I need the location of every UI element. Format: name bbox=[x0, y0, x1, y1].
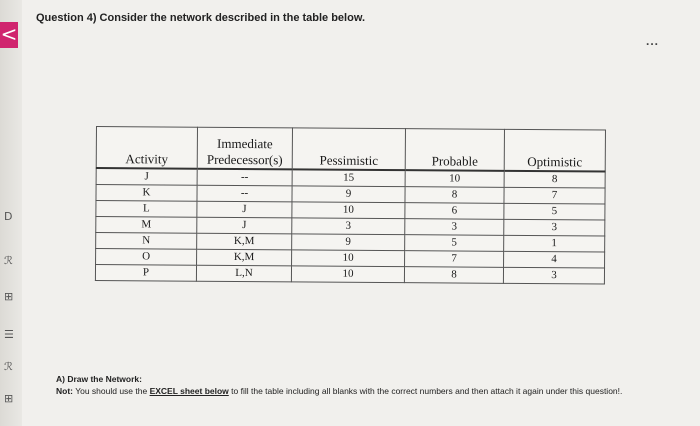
cell-pessimistic: 15 bbox=[292, 169, 405, 186]
header-pessimistic: Pessimistic bbox=[292, 128, 405, 170]
cell-predecessors: K,M bbox=[197, 249, 292, 266]
header-predecessors bbox=[197, 127, 292, 169]
part-a-heading: A) Draw the Network: bbox=[56, 374, 142, 384]
cell-pessimistic: 9 bbox=[292, 186, 405, 203]
sidebar-list-icon[interactable]: ☰ bbox=[4, 328, 14, 341]
sidebar-r2-icon[interactable]: ℛ bbox=[4, 360, 13, 373]
cell-optimistic: 1 bbox=[504, 235, 605, 252]
table-row bbox=[95, 265, 604, 285]
cell-activity: O bbox=[96, 249, 197, 266]
header-probable: Probable bbox=[405, 129, 504, 171]
cell-pessimistic: 9 bbox=[292, 234, 405, 251]
cell-optimistic: 3 bbox=[504, 219, 605, 236]
cell-optimistic: 8 bbox=[504, 171, 605, 188]
note-label: Not: bbox=[56, 386, 73, 396]
note-text-1: You should use the bbox=[73, 386, 150, 396]
cell-probable: 10 bbox=[405, 170, 504, 187]
activity-table-container bbox=[95, 126, 606, 285]
cell-activity: P bbox=[95, 265, 196, 282]
cell-pessimistic: 10 bbox=[292, 250, 405, 267]
header-predecessors-line1: Immediate bbox=[217, 135, 273, 152]
cell-predecessors: -- bbox=[197, 169, 292, 186]
cell-predecessors: J bbox=[197, 217, 292, 234]
cell-probable: 7 bbox=[405, 251, 504, 268]
note-text-2: to fill the table including all blanks with the correct numbers and then attach it again under this question!. bbox=[228, 386, 623, 396]
cell-probable: 3 bbox=[405, 219, 504, 236]
part-a-note bbox=[56, 385, 656, 397]
cell-activity: M bbox=[96, 217, 197, 234]
cell-probable: 8 bbox=[405, 187, 504, 204]
back-arrow-icon[interactable]: < bbox=[0, 22, 18, 46]
cell-pessimistic: 10 bbox=[291, 266, 404, 283]
sidebar-grid-icon[interactable]: ⊞ bbox=[4, 290, 14, 303]
cell-optimistic: 5 bbox=[504, 203, 605, 220]
header-optimistic: Optimistic bbox=[504, 129, 605, 171]
sidebar-d-icon[interactable]: D bbox=[4, 210, 13, 223]
sidebar-r-icon[interactable]: ℛ bbox=[4, 254, 13, 267]
excel-sheet-link[interactable]: EXCEL sheet below bbox=[149, 386, 229, 396]
cell-activity: K bbox=[96, 185, 197, 202]
cell-pessimistic: 10 bbox=[292, 202, 405, 219]
cell-probable: 8 bbox=[404, 267, 503, 284]
header-predecessors-line2: Predecessor(s) bbox=[206, 151, 283, 168]
cell-probable: 6 bbox=[405, 203, 504, 220]
header-activity: Activity bbox=[96, 127, 197, 169]
cell-predecessors: K,M bbox=[197, 233, 292, 250]
cell-optimistic: 7 bbox=[504, 187, 605, 204]
cell-optimistic: 3 bbox=[503, 267, 604, 284]
more-options-icon[interactable]: ... bbox=[646, 34, 660, 48]
cell-optimistic: 4 bbox=[504, 251, 605, 268]
table-header-row bbox=[96, 127, 605, 172]
cell-predecessors: L,N bbox=[196, 265, 291, 282]
cell-activity: L bbox=[96, 201, 197, 218]
cell-pessimistic: 3 bbox=[292, 218, 405, 235]
part-a-section bbox=[56, 373, 656, 397]
cell-predecessors: J bbox=[197, 201, 292, 218]
activity-table bbox=[95, 126, 606, 285]
cell-activity: J bbox=[96, 168, 197, 185]
cell-activity: N bbox=[96, 233, 197, 250]
question-title: Question 4) Consider the network described in the table below. bbox=[36, 12, 366, 24]
cell-probable: 5 bbox=[405, 235, 504, 252]
sidebar-grid2-icon[interactable]: ⊞ bbox=[4, 392, 14, 405]
cell-predecessors: -- bbox=[197, 185, 292, 202]
